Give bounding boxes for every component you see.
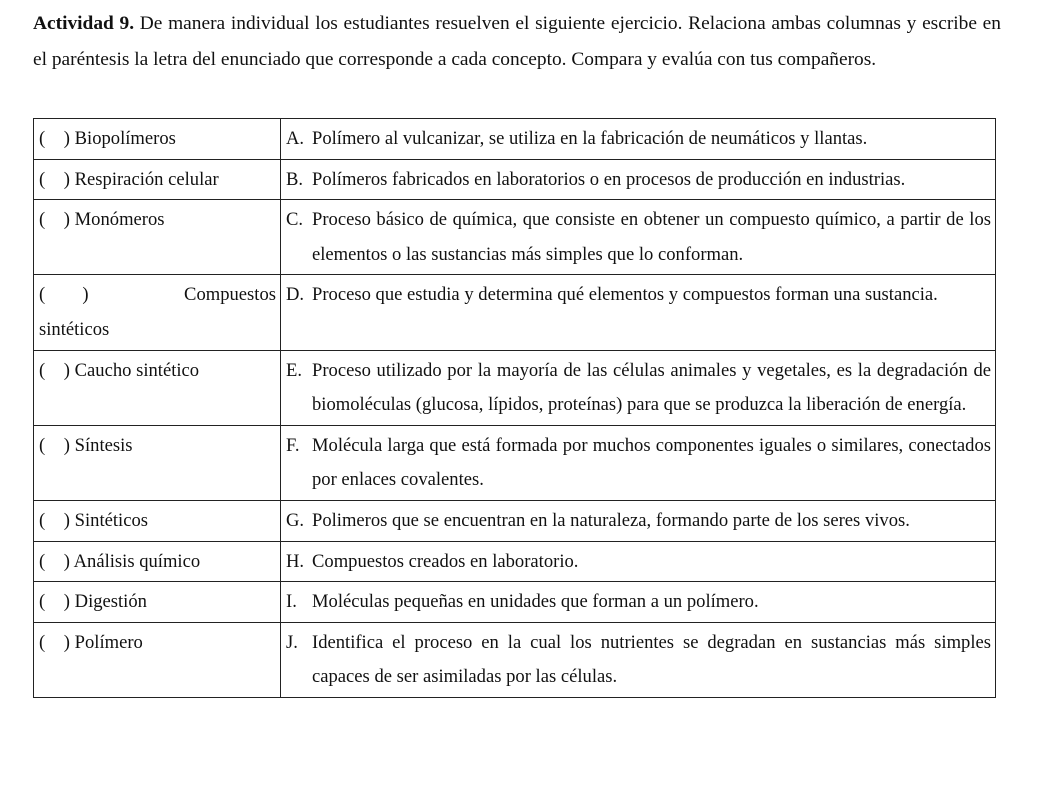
activity-instructions-text: De manera individual los estudiantes resuelven el siguiente ejercicio. Relaciona ambas columnas y escribe en el paréntesis la letra del enunciado que corresponde a cada concepto. Compara y evalúa con tus compañeros.: [33, 13, 1001, 70]
statement-letter: I.: [286, 591, 297, 613]
statement-cell: [281, 541, 996, 582]
statement-text: Proceso básico de química, que consiste en obtener un compuesto químico, a partir de los elementos o las sustancias más simples que lo conforman.: [312, 209, 991, 265]
activity-instructions: [33, 6, 1001, 78]
statement-text: Polimeros que se encuentran en la naturaleza, formando parte de los seres vivos.: [312, 509, 910, 531]
concept-cell: [34, 500, 281, 541]
statement-letter: G.: [286, 509, 305, 531]
table-row: [34, 582, 996, 623]
table-row: [34, 350, 996, 425]
table-row: [34, 541, 996, 582]
answer-parenthesis[interactable]: ( ): [39, 209, 75, 231]
concept-label: Respiración celular: [74, 168, 219, 190]
concept-label: Monómeros: [74, 209, 165, 231]
table-row: [34, 119, 996, 160]
statement-text: Proceso que estudia y determina qué elementos y compuestos forman una sustancia.: [312, 284, 938, 306]
statement-letter: F.: [286, 434, 300, 456]
statement-text: Proceso utilizado por la mayoría de las células animales y vegetales, es la degradación de biomoléculas (glucosa, lípidos, proteínas) para que se produzca la liberación de energía.: [312, 359, 991, 416]
table-row: [34, 200, 996, 275]
statement-letter: A.: [286, 128, 305, 149]
statement-cell: [281, 119, 996, 160]
concept-label: Polímero: [74, 631, 143, 653]
statement-letter: B.: [286, 168, 304, 190]
concept-label: Digestión: [74, 591, 147, 613]
answer-parenthesis[interactable]: ( ): [39, 128, 75, 149]
table-row: [34, 425, 996, 500]
statement-text: Molécula larga que está formada por muchos componentes iguales o similares, conectados por enlaces covalentes.: [312, 434, 991, 491]
statement-letter: C.: [286, 209, 304, 231]
statement-letter: E.: [286, 359, 303, 381]
answer-parenthesis[interactable]: ( ): [39, 359, 75, 381]
statement-cell: [281, 350, 996, 425]
table-row: [34, 622, 996, 697]
answer-parenthesis[interactable]: ( ): [39, 168, 75, 190]
concept-cell: [34, 275, 281, 350]
answer-parenthesis[interactable]: ( ): [39, 284, 89, 306]
matching-table: [33, 118, 996, 698]
statement-cell: [281, 425, 996, 500]
concept-label: Análisis químico: [73, 550, 201, 572]
statement-letter: J.: [286, 631, 298, 653]
statement-text: Polímeros fabricados en laboratorios o en procesos de producción en industrias.: [312, 168, 906, 190]
concept-cell: [34, 200, 281, 275]
statement-text: Moléculas pequeñas en unidades que forman a un polímero.: [312, 591, 759, 613]
statement-cell: [281, 500, 996, 541]
concept-cell: [34, 541, 281, 582]
table-row: [34, 159, 996, 200]
concept-label: Síntesis: [74, 434, 133, 456]
concept-cell: [34, 350, 281, 425]
concept-label: Biopolímeros: [74, 128, 176, 149]
table-row: [34, 275, 996, 350]
concept-cell: [34, 159, 281, 200]
answer-parenthesis[interactable]: ( ): [39, 509, 75, 531]
statement-cell: [281, 582, 996, 623]
statement-text: Polímero al vulcanizar, se utiliza en la fabricación de neumáticos y llantas.: [312, 128, 868, 149]
concept-cell: [34, 119, 281, 160]
concept-cell: [34, 425, 281, 500]
statement-letter: D.: [286, 284, 305, 306]
statement-text: Identifica el proceso en la cual los nutrientes se degradan en sustancias más simples capaces de ser asimiladas por las células.: [312, 631, 991, 688]
activity-title: Actividad 9.: [33, 13, 135, 34]
statement-cell: [281, 275, 996, 350]
statement-cell: [281, 159, 996, 200]
answer-parenthesis[interactable]: ( ): [39, 591, 75, 613]
statement-letter: H.: [286, 550, 305, 572]
table-row: [34, 500, 996, 541]
concept-cell: [34, 622, 281, 697]
answer-parenthesis[interactable]: ( ): [39, 434, 75, 456]
statement-cell: [281, 622, 996, 697]
statement-text: Compuestos creados en laboratorio.: [312, 550, 579, 572]
concept-label: Sintéticos: [74, 509, 148, 531]
concept-label: Compuestos: [184, 284, 276, 306]
statement-cell: [281, 200, 996, 275]
answer-parenthesis[interactable]: ( ): [39, 550, 74, 572]
answer-parenthesis[interactable]: ( ): [39, 631, 75, 653]
concept-cell: [34, 582, 281, 623]
concept-label: Caucho sintético: [74, 359, 200, 381]
concept-label-continued: sintéticos: [39, 318, 110, 340]
